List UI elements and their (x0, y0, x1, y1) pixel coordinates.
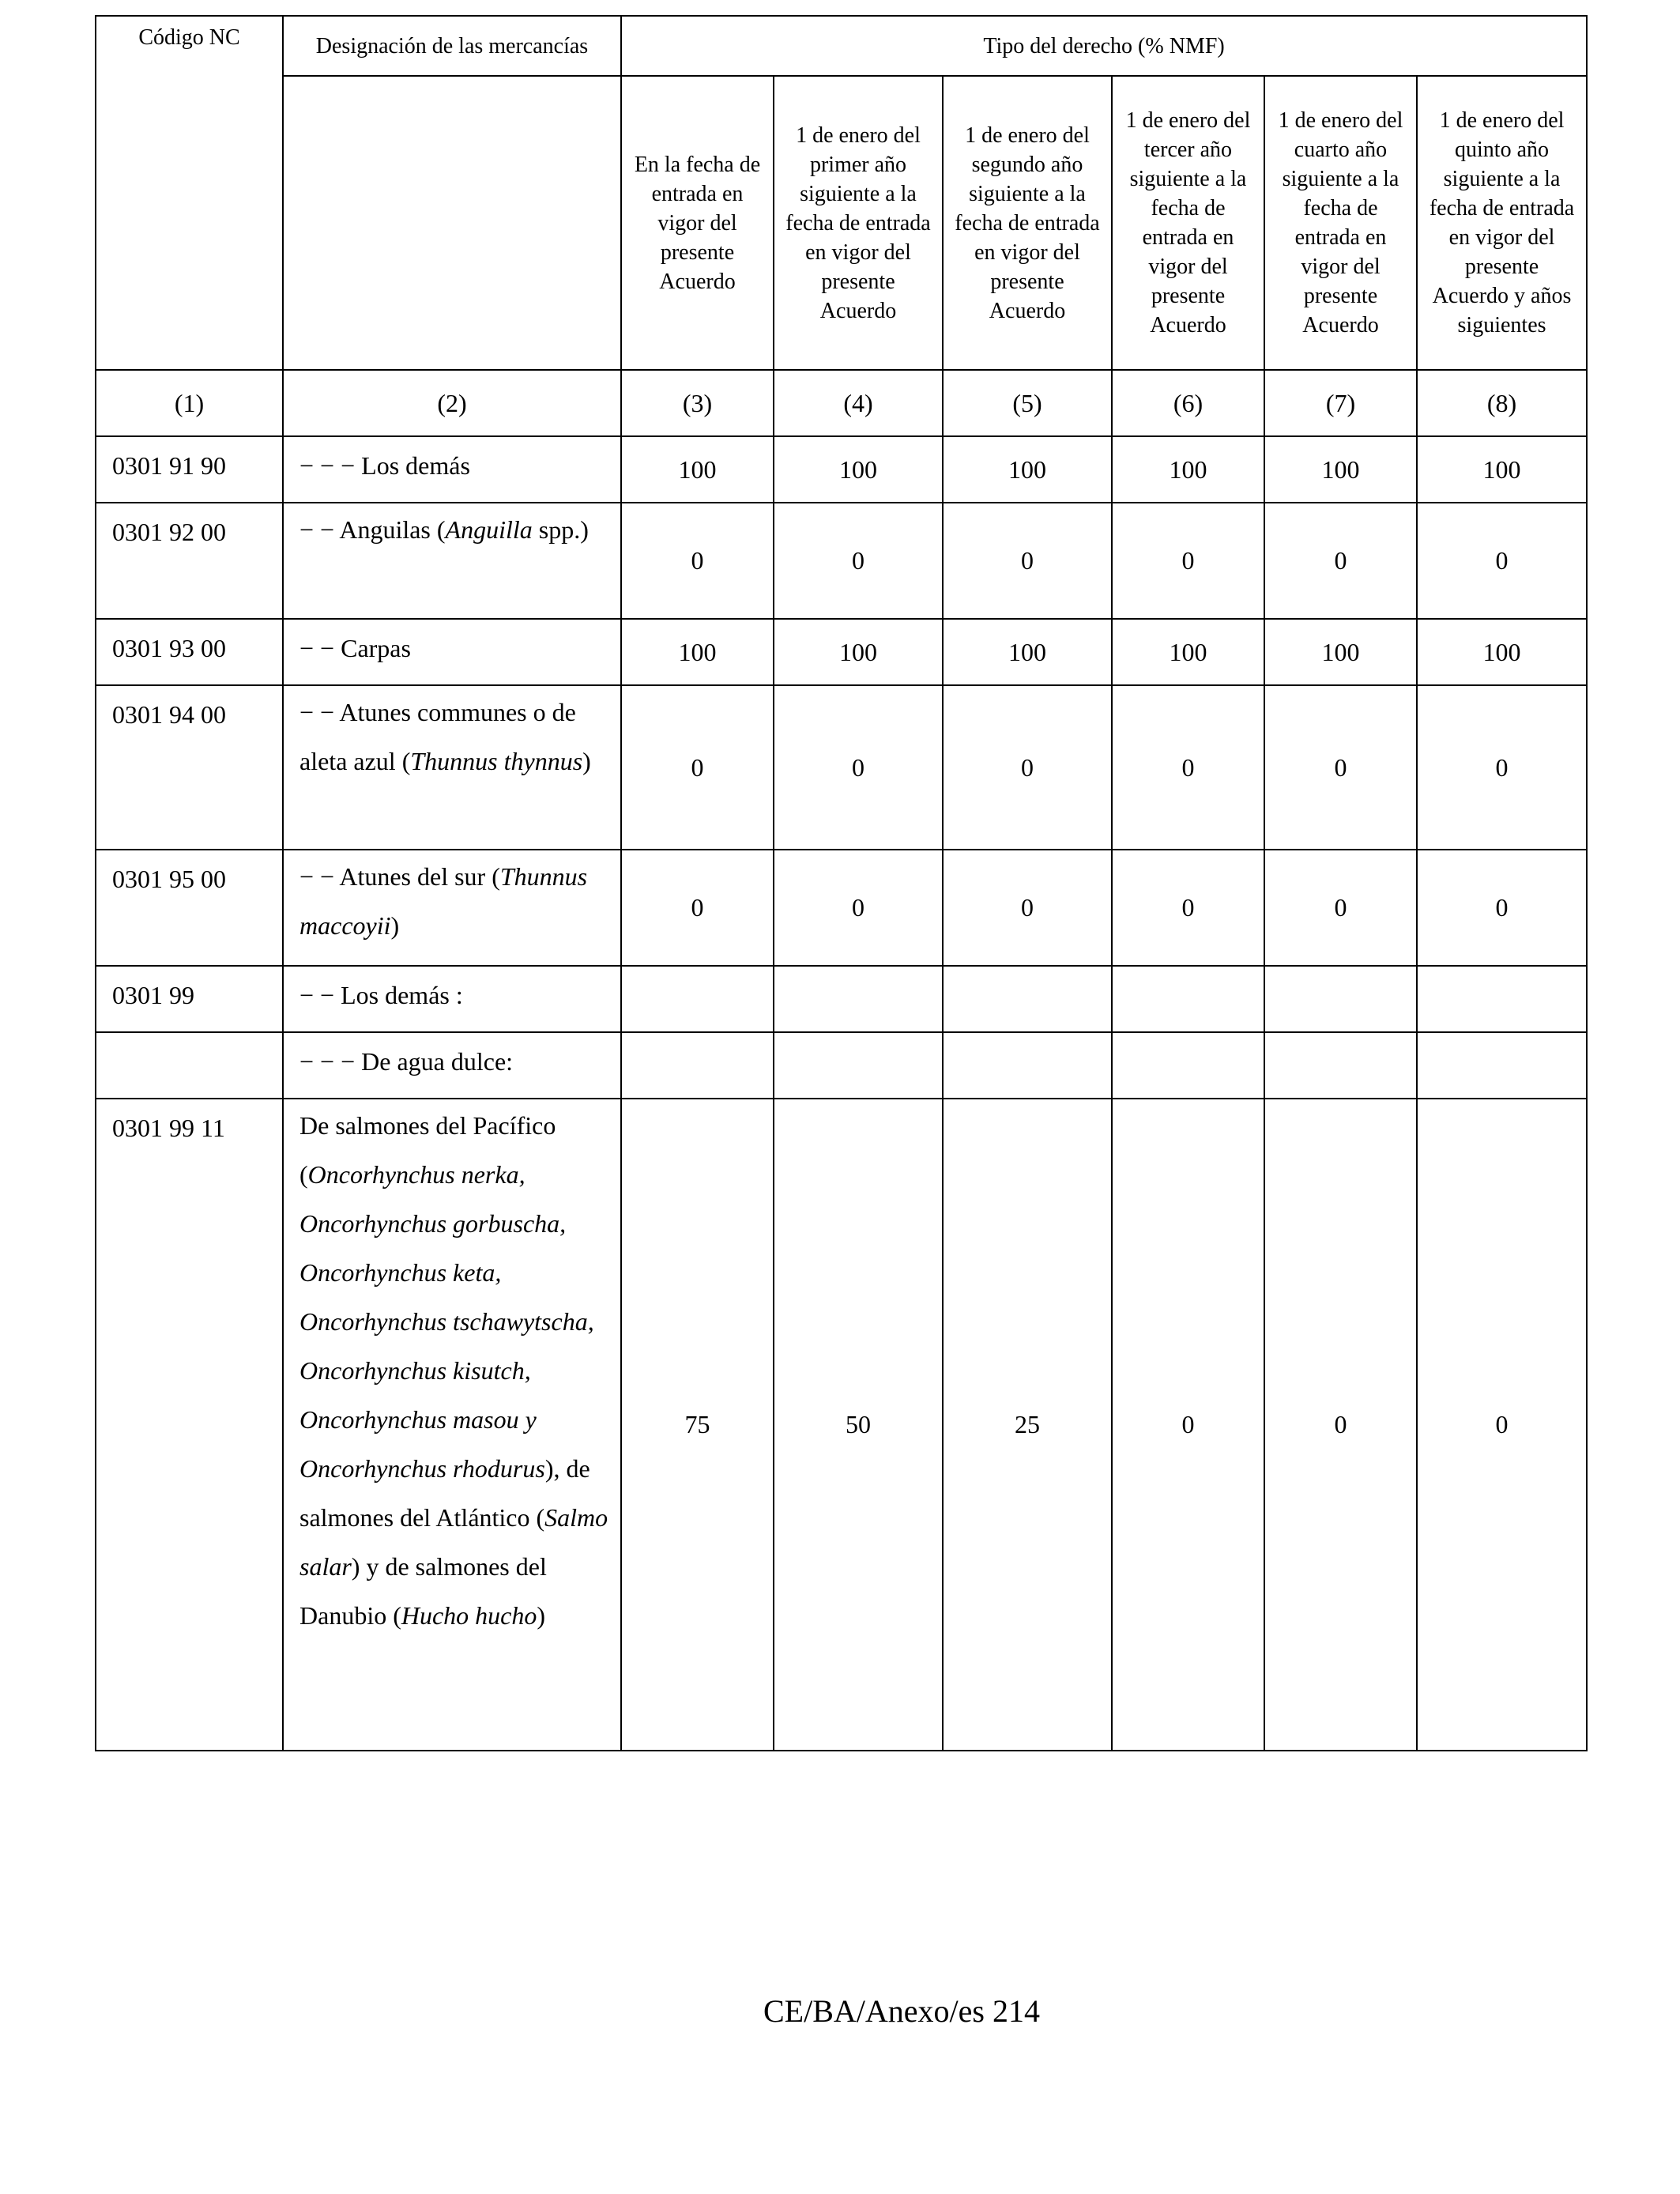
cn-code: 0301 95 00 (96, 850, 283, 966)
duty-value: 0 (621, 503, 774, 619)
table-row (96, 1099, 1587, 1751)
duty-value: 0 (1417, 503, 1587, 619)
goods-description: − − Carpas (283, 619, 621, 685)
cn-code: 0301 93 00 (96, 619, 283, 685)
goods-description: − − − Los demás (283, 436, 621, 503)
duty-value: 0 (621, 685, 774, 850)
empty-cell (943, 1032, 1112, 1099)
col-number: (3) (621, 370, 774, 436)
empty-cell (1264, 966, 1417, 1032)
duty-value: 100 (1112, 619, 1264, 685)
table-row (96, 619, 1587, 685)
table-row (96, 1032, 1587, 1099)
goods-description: − − Anguilas (Anguilla spp.) (283, 503, 621, 619)
duty-value: 0 (1264, 503, 1417, 619)
empty-cell (621, 966, 774, 1032)
duty-value: 25 (943, 1099, 1112, 1751)
empty-cell (1112, 966, 1264, 1032)
col-number: (2) (283, 370, 621, 436)
col-number: (8) (1417, 370, 1587, 436)
duty-value: 0 (1264, 1099, 1417, 1751)
header-code: Código NC (96, 16, 283, 370)
cn-code (96, 1032, 283, 1099)
table-row (96, 685, 1587, 850)
duty-value: 0 (1417, 1099, 1587, 1751)
table-row (96, 503, 1587, 619)
cn-code: 0301 92 00 (96, 503, 283, 619)
col-number: (7) (1264, 370, 1417, 436)
duty-value: 0 (1417, 685, 1587, 850)
empty-cell (943, 966, 1112, 1032)
col-number: (1) (96, 370, 283, 436)
duty-value: 75 (621, 1099, 774, 1751)
page-footer: CE/BA/Anexo/es 214 (763, 1993, 1040, 2029)
empty-cell (1417, 1032, 1587, 1099)
duty-value: 100 (943, 619, 1112, 685)
header-col-6: 1 de enero del tercer año siguiente a la fecha de entrada en vigor del presente Acuerdo (1112, 76, 1264, 370)
goods-description: − − Atunes del sur (Thunnus maccoyii) (283, 850, 621, 966)
duty-value: 0 (774, 503, 943, 619)
empty-cell (1264, 1032, 1417, 1099)
duty-value: 100 (621, 436, 774, 503)
duty-value: 0 (1112, 685, 1264, 850)
cn-code: 0301 99 11 (96, 1099, 283, 1751)
table-row (96, 436, 1587, 503)
table-row (96, 966, 1587, 1032)
col-number: (6) (1112, 370, 1264, 436)
header-designation-blank (283, 76, 621, 370)
duty-value: 100 (943, 436, 1112, 503)
duty-value: 0 (1112, 503, 1264, 619)
header-col-5: 1 de enero del segundo año siguiente a la fecha de entrada en vigor del presente Acuerdo (943, 76, 1112, 370)
col-number: (5) (943, 370, 1112, 436)
duty-value: 0 (943, 685, 1112, 850)
duty-value: 0 (1264, 850, 1417, 966)
empty-cell (1417, 966, 1587, 1032)
duty-value: 0 (1264, 685, 1417, 850)
duty-value: 100 (774, 619, 943, 685)
duty-value: 0 (774, 850, 943, 966)
duty-value: 100 (621, 619, 774, 685)
header-col-3: En la fecha de entrada en vigor del presente Acuerdo (621, 76, 774, 370)
col-number: (4) (774, 370, 943, 436)
duty-value: 100 (1417, 436, 1587, 503)
goods-description: − − Los demás : (283, 966, 621, 1032)
cn-code: 0301 99 (96, 966, 283, 1032)
header-col-8: 1 de enero del quinto año siguiente a la fecha de entrada en vigor del presente Acuerdo y años siguientes (1417, 76, 1587, 370)
duty-value: 0 (1112, 850, 1264, 966)
empty-cell (774, 966, 943, 1032)
duty-value: 0 (774, 685, 943, 850)
goods-description: − − − De agua dulce: (283, 1032, 621, 1099)
goods-description: De salmones del Pacífico (Oncorhynchus nerka, Oncorhynchus gorbuscha, Oncorhynchus keta, Oncorhynchus tschawytscha, Oncorhynchus kisutch, Oncorhynchus masou y Oncorhynchus rhodurus), de salmones del Atlántico (Salmo salar) y de salmones del Danubio (Hucho hucho) (283, 1099, 621, 1751)
cn-code: 0301 91 90 (96, 436, 283, 503)
header-col-4: 1 de enero del primer año siguiente a la fecha de entrada en vigor del presente Acuerdo (774, 76, 943, 370)
cn-code: 0301 94 00 (96, 685, 283, 850)
header-designation: Designación de las mercancías (283, 16, 621, 76)
table-row (96, 850, 1587, 966)
empty-cell (774, 1032, 943, 1099)
empty-cell (621, 1032, 774, 1099)
duty-value: 100 (1264, 436, 1417, 503)
duty-value: 0 (621, 850, 774, 966)
duty-value: 50 (774, 1099, 943, 1751)
duty-value: 0 (943, 850, 1112, 966)
duty-value: 100 (774, 436, 943, 503)
header-duty-type: Tipo del derecho (% NMF) (621, 16, 1587, 76)
empty-cell (1112, 1032, 1264, 1099)
duty-value: 0 (943, 503, 1112, 619)
duty-value: 100 (1264, 619, 1417, 685)
tariff-table (95, 15, 1588, 1751)
duty-value: 100 (1417, 619, 1587, 685)
header-col-7: 1 de enero del cuarto año siguiente a la fecha de entrada en vigor del presente Acuerdo (1264, 76, 1417, 370)
duty-value: 100 (1112, 436, 1264, 503)
duty-value: 0 (1112, 1099, 1264, 1751)
duty-value: 0 (1417, 850, 1587, 966)
goods-description: − − Atunes communes o de aleta azul (Thunnus thynnus) (283, 685, 621, 850)
